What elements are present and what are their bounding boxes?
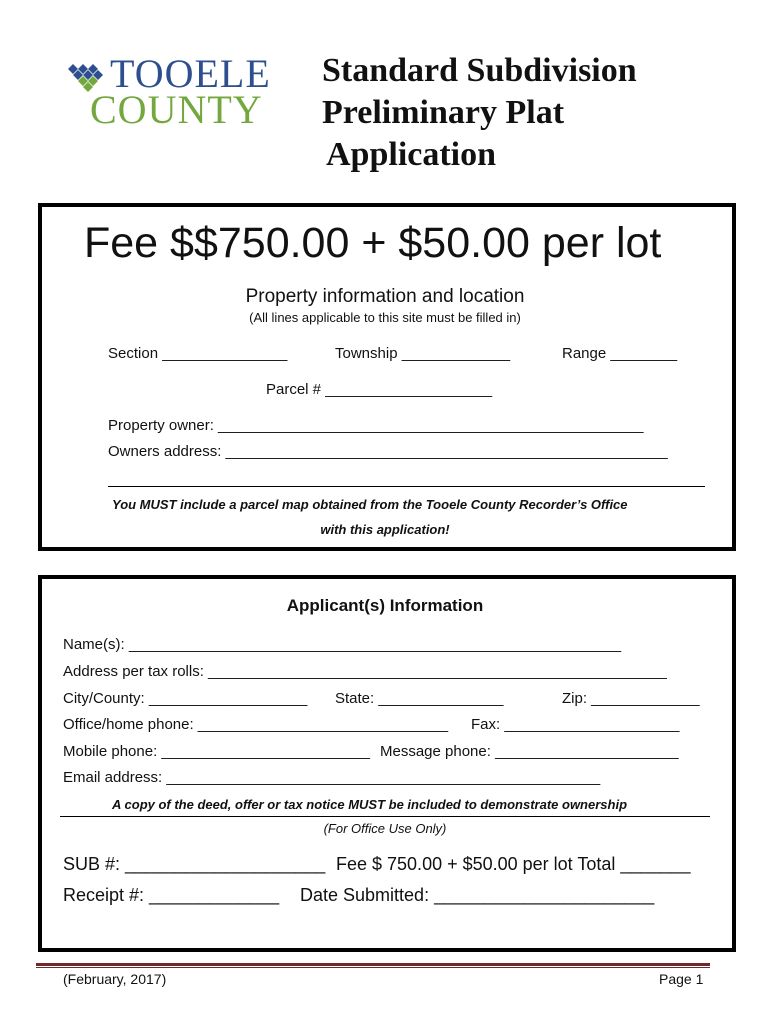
title-line-1: Standard Subdivision [322, 52, 637, 89]
office-use-label: (For Office Use Only) [323, 821, 447, 836]
email-field[interactable]: Email address: ____________________________________________________ [63, 769, 601, 786]
footer-rule-thin [36, 967, 710, 968]
office-phone-field[interactable]: Office/home phone: ______________________________ [63, 716, 449, 733]
logo-text-tooele: TOOELE [110, 51, 271, 96]
parcel-field[interactable]: Parcel # ____________________ [266, 381, 493, 398]
sub-number-field[interactable]: SUB #: ____________________ [63, 854, 326, 874]
office-use-divider [60, 816, 710, 817]
fax-field[interactable]: Fax: _____________________ [471, 716, 680, 733]
zip-field[interactable]: Zip: _____________ [562, 690, 700, 707]
parcel-map-notice-line-1: You MUST include a parcel map obtained from the Tooele County Recorder’s Office [112, 497, 628, 512]
county-logo [66, 51, 276, 132]
fee-heading: Fee $$750.00 + $50.00 per lot [84, 219, 662, 267]
date-submitted-field[interactable]: Date Submitted: ______________________ [300, 885, 655, 905]
owners-address-field[interactable]: Owners address: _____________________________________________________ [108, 443, 668, 460]
page-number: Page 1 [659, 971, 704, 987]
logo-text-county: COUNTY [90, 87, 263, 132]
title-line-3: Application [326, 136, 497, 173]
message-phone-field[interactable]: Message phone: ______________________ [380, 743, 679, 760]
state-field[interactable]: State: _______________ [335, 690, 504, 707]
township-field[interactable]: Township _____________ [335, 345, 511, 362]
fee-total-field[interactable]: Fee $ 750.00 + $50.00 per lot Total _______ [336, 854, 691, 874]
property-owner-field[interactable]: Property owner: ___________________________________________________ [108, 417, 644, 434]
names-field[interactable]: Name(s): ___________________________________________________________ [63, 636, 622, 653]
range-field[interactable]: Range ________ [562, 345, 678, 362]
page-title [322, 50, 637, 176]
footer-date: (February, 2017) [63, 971, 167, 987]
title-line-2: Preliminary Plat [322, 94, 565, 131]
section-field[interactable]: Section _______________ [108, 345, 288, 362]
deed-notice: A copy of the deed, offer or tax notice MUST be included to demonstrate ownership [112, 797, 628, 812]
receipt-number-field[interactable]: Receipt #: _____________ [63, 885, 280, 905]
mobile-phone-field[interactable]: Mobile phone: _________________________ [63, 743, 370, 760]
parcel-map-notice-line-2: with this application! [320, 522, 450, 537]
footer-rule [36, 963, 710, 966]
applicant-heading: Applicant(s) Information [286, 596, 484, 615]
property-heading: Property information and location [245, 286, 525, 307]
tax-rolls-address-field[interactable]: Address per tax rolls: _______________________________________________________ [63, 663, 667, 680]
city-county-field[interactable]: City/County: ___________________ [63, 690, 308, 707]
property-subheading: (All lines applicable to this site must be filled in) [249, 310, 521, 325]
address-continuation-line[interactable] [108, 486, 705, 487]
